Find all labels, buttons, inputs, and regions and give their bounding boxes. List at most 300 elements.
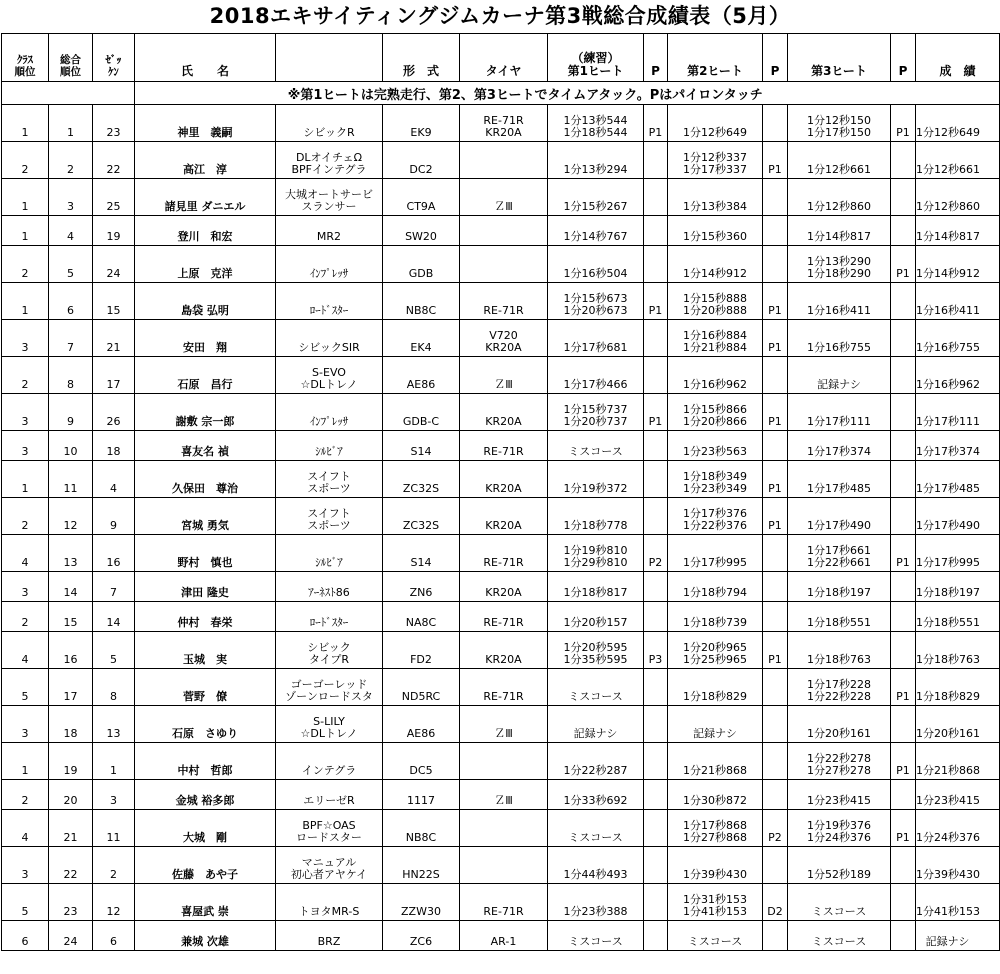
- header-p1: P: [644, 34, 668, 82]
- cell-model: DC2: [383, 142, 460, 179]
- cell-tire: [460, 780, 548, 810]
- cell-heat3-line: 1分18秒290: [807, 267, 871, 280]
- cell-heat2: [668, 461, 763, 498]
- cell-heat1-line: ミスコース: [568, 935, 623, 948]
- cell-overall-rank: 19: [49, 743, 93, 780]
- cell-name: 安田 翔: [135, 320, 276, 357]
- cell-class-rank: 3: [2, 394, 49, 431]
- cell-p3: [891, 632, 916, 669]
- cell-heat3-line: 1分17秒485: [807, 482, 871, 495]
- cell-heat1-line: ミスコース: [568, 445, 623, 458]
- table-row: [2, 743, 1000, 780]
- cell-p2: [763, 780, 788, 810]
- cell-p1: [644, 810, 668, 847]
- cell-overall-rank: 20: [49, 780, 93, 810]
- table-row: [2, 283, 1000, 320]
- cell-result: 1分17秒490: [916, 498, 1000, 535]
- cell-p3: [891, 847, 916, 884]
- table-row: [2, 535, 1000, 572]
- header-class-rank: ｸﾗｽ 順位: [2, 34, 49, 82]
- table-row: [2, 669, 1000, 706]
- cell-model: FD2: [383, 632, 460, 669]
- cell-overall-rank: 17: [49, 669, 93, 706]
- cell-heat3: [788, 431, 891, 461]
- cell-heat1-line: 1分22秒287: [563, 764, 628, 777]
- cell-heat3-line: 1分18秒763: [807, 653, 871, 666]
- cell-class-rank: 2: [2, 780, 49, 810]
- cell-p2: [763, 921, 788, 951]
- cell-tire-line: RE-71R: [483, 905, 524, 918]
- cell-heat1: [548, 431, 644, 461]
- cell-tire-line: KR20A: [485, 519, 522, 532]
- cell-heat1-line: 1分23秒388: [563, 905, 628, 918]
- cell-heat1: [548, 572, 644, 602]
- cell-heat2: [668, 498, 763, 535]
- cell-heat3: [788, 498, 891, 535]
- cell-car-line: ｲﾝﾌﾟﾚｯｻ: [309, 415, 349, 428]
- cell-car: [276, 179, 383, 216]
- cell-heat2: [668, 357, 763, 394]
- cell-p2: [763, 431, 788, 461]
- cell-car-line: シビックSIR: [298, 341, 360, 354]
- note-spacer: [916, 82, 1000, 105]
- cell-heat2: [668, 669, 763, 706]
- header-overall-rank: 総合 順位: [49, 34, 93, 82]
- cell-number: 14: [93, 602, 135, 632]
- cell-heat3-line: 1分16秒411: [807, 304, 871, 317]
- cell-heat1: [548, 246, 644, 283]
- table-row: [2, 572, 1000, 602]
- page-title: 2018エキサイティングジムカーナ第3戦総合成績表（5月）: [209, 4, 791, 28]
- cell-p2: [763, 246, 788, 283]
- cell-car-line: ☆DLトレノ: [300, 378, 358, 391]
- cell-heat3-line: 1分17秒150: [807, 126, 871, 139]
- cell-heat2-line: 記録ナシ: [693, 727, 737, 740]
- cell-car: [276, 246, 383, 283]
- cell-model: NA8C: [383, 602, 460, 632]
- cell-tire-line: ＺⅢ: [494, 794, 513, 807]
- cell-car: [276, 105, 383, 142]
- cell-heat3: [788, 142, 891, 179]
- cell-car-line: ｱｰﾈｽﾄ86: [308, 586, 350, 599]
- cell-heat3-line: 1分17秒228: [807, 678, 871, 691]
- header-heat1: （練習） 第1ヒート: [548, 34, 644, 82]
- cell-model: SW20: [383, 216, 460, 246]
- cell-car: [276, 498, 383, 535]
- cell-heat2-line: 1分12秒649: [683, 126, 747, 139]
- cell-p1: [644, 461, 668, 498]
- cell-number: 12: [93, 884, 135, 921]
- cell-car-line: マニュアル: [301, 856, 357, 869]
- cell-heat1: [548, 780, 644, 810]
- cell-overall-rank: 8: [49, 357, 93, 394]
- cell-heat3: [788, 535, 891, 572]
- cell-heat2: [668, 921, 763, 951]
- cell-heat1: [548, 105, 644, 142]
- cell-p1: [644, 179, 668, 216]
- cell-model: S14: [383, 431, 460, 461]
- cell-heat2: [668, 572, 763, 602]
- cell-heat1-line: 1分19秒810: [563, 544, 628, 557]
- cell-heat1-line: 記録ナシ: [573, 727, 618, 740]
- cell-p2: [763, 847, 788, 884]
- cell-car-line: インテグラ: [301, 764, 357, 777]
- cell-overall-rank: 12: [49, 498, 93, 535]
- table-row: [2, 216, 1000, 246]
- cell-tire-line: RE-71R: [483, 445, 524, 458]
- cell-p3: P1: [891, 105, 916, 142]
- cell-name: 佐藤 あや子: [135, 847, 276, 884]
- table-row: [2, 847, 1000, 884]
- cell-car-line: ﾛｰﾄﾞｽﾀｰ: [309, 616, 349, 629]
- cell-heat2: [668, 246, 763, 283]
- cell-heat3: [788, 921, 891, 951]
- cell-heat2-line: 1分16秒884: [683, 329, 747, 342]
- cell-number: 6: [93, 921, 135, 951]
- cell-number: 19: [93, 216, 135, 246]
- cell-tire: [460, 572, 548, 602]
- table-row: [2, 921, 1000, 951]
- cell-class-rank: 3: [2, 706, 49, 743]
- table-row: [2, 498, 1000, 535]
- cell-p1: [644, 847, 668, 884]
- cell-heat1: [548, 179, 644, 216]
- cell-heat1-line: 1分35秒595: [563, 653, 628, 666]
- cell-heat3: [788, 320, 891, 357]
- cell-result: 1分23秒415: [916, 780, 1000, 810]
- cell-p1: [644, 357, 668, 394]
- cell-class-rank: 6: [2, 921, 49, 951]
- cell-heat2: [668, 179, 763, 216]
- cell-p3: P1: [891, 669, 916, 706]
- cell-p3: [891, 921, 916, 951]
- cell-p3: P1: [891, 246, 916, 283]
- cell-overall-rank: 9: [49, 394, 93, 431]
- note-spacer: [49, 82, 93, 105]
- cell-heat2-line: 1分18秒739: [683, 616, 747, 629]
- cell-tire: [460, 461, 548, 498]
- cell-p2: [763, 669, 788, 706]
- cell-p3: [891, 602, 916, 632]
- cell-car: [276, 357, 383, 394]
- cell-p2: [763, 602, 788, 632]
- cell-p1: [644, 216, 668, 246]
- cell-heat2-line: 1分20秒866: [683, 415, 747, 428]
- cell-number: 23: [93, 105, 135, 142]
- cell-car: [276, 431, 383, 461]
- cell-p3: [891, 179, 916, 216]
- cell-car: [276, 632, 383, 669]
- cell-overall-rank: 6: [49, 283, 93, 320]
- cell-car: [276, 706, 383, 743]
- cell-result: 1分17秒374: [916, 431, 1000, 461]
- cell-tire: [460, 810, 548, 847]
- cell-p2: [763, 743, 788, 780]
- cell-heat2-line: 1分13秒384: [683, 200, 747, 213]
- cell-heat1-line: 1分13秒544: [563, 114, 628, 127]
- cell-tire-line: KR20A: [485, 415, 522, 428]
- cell-model: GDB: [383, 246, 460, 283]
- cell-heat2-line: 1分27秒868: [683, 831, 747, 844]
- cell-overall-rank: 14: [49, 572, 93, 602]
- cell-p1: [644, 602, 668, 632]
- note-spacer: [2, 82, 49, 105]
- cell-car-line: エリーゼR: [303, 794, 355, 807]
- cell-heat2-line: 1分17秒868: [683, 819, 747, 832]
- cell-overall-rank: 3: [49, 179, 93, 216]
- cell-class-rank: 5: [2, 884, 49, 921]
- cell-number: 16: [93, 535, 135, 572]
- cell-p2: P1: [763, 394, 788, 431]
- cell-name: 石原 昌行: [135, 357, 276, 394]
- cell-class-rank: 1: [2, 179, 49, 216]
- cell-tire: [460, 394, 548, 431]
- table-row: [2, 461, 1000, 498]
- cell-heat1-line: 1分29秒810: [563, 556, 628, 569]
- cell-car: [276, 884, 383, 921]
- cell-heat2: [668, 431, 763, 461]
- cell-heat3-line: 1分24秒376: [807, 831, 871, 844]
- cell-p3: [891, 283, 916, 320]
- cell-car: [276, 780, 383, 810]
- cell-heat3-line: 1分23秒415: [807, 794, 871, 807]
- cell-heat2: [668, 142, 763, 179]
- cell-model: ZC32S: [383, 461, 460, 498]
- header-tire: タイヤ: [460, 34, 548, 82]
- cell-p2: P2: [763, 810, 788, 847]
- cell-name: 諸見里 ダニエル: [135, 179, 276, 216]
- cell-heat1-line: 1分17秒681: [563, 341, 628, 354]
- cell-p3: [891, 394, 916, 431]
- cell-car-line: シビックR: [303, 126, 355, 139]
- cell-tire-line: KR20A: [485, 126, 522, 139]
- cell-heat3-line: 1分14秒817: [807, 230, 871, 243]
- cell-heat2: [668, 884, 763, 921]
- table-row: [2, 320, 1000, 357]
- cell-p3: [891, 431, 916, 461]
- cell-heat3-line: 1分22秒661: [807, 556, 871, 569]
- cell-heat2-line: 1分21秒884: [683, 341, 747, 354]
- note-text: ※第1ヒートは完熟走行、第2、第3ヒートでタイムアタック。Pはパイロンタッチ: [135, 82, 916, 105]
- cell-name: 大城 剛: [135, 810, 276, 847]
- cell-car-line: ｲﾝﾌﾟﾚｯｻ: [309, 267, 349, 280]
- cell-tire-line: V720: [489, 329, 518, 342]
- cell-result: 1分16秒411: [916, 283, 1000, 320]
- cell-tire: [460, 602, 548, 632]
- cell-heat3: [788, 847, 891, 884]
- cell-tire-line: RE-71R: [483, 304, 524, 317]
- cell-car-line: BRZ: [317, 935, 341, 948]
- cell-tire: [460, 706, 548, 743]
- cell-number: 26: [93, 394, 135, 431]
- cell-heat2: [668, 283, 763, 320]
- cell-p3: [891, 461, 916, 498]
- cell-p2: [763, 105, 788, 142]
- cell-tire: [460, 142, 548, 179]
- cell-heat3: [788, 283, 891, 320]
- cell-name: 神里 義嗣: [135, 105, 276, 142]
- cell-heat1: [548, 498, 644, 535]
- table-row: [2, 780, 1000, 810]
- cell-heat2-line: 1分20秒965: [683, 641, 747, 654]
- cell-class-rank: 4: [2, 810, 49, 847]
- cell-heat2-line: 1分12秒337: [683, 151, 747, 164]
- table-row: [2, 142, 1000, 179]
- cell-number: 11: [93, 810, 135, 847]
- cell-number: 1: [93, 743, 135, 780]
- cell-p1: [644, 320, 668, 357]
- cell-overall-rank: 23: [49, 884, 93, 921]
- cell-heat2: [668, 810, 763, 847]
- table-row: [2, 246, 1000, 283]
- cell-name: 久保田 尊治: [135, 461, 276, 498]
- cell-heat2-line: 1分17秒376: [683, 507, 747, 520]
- cell-tire: [460, 320, 548, 357]
- cell-heat3: [788, 632, 891, 669]
- cell-name: 菅野 僚: [135, 669, 276, 706]
- cell-heat3: [788, 246, 891, 283]
- cell-heat2-line: 1分39秒430: [683, 868, 747, 881]
- cell-tire: [460, 884, 548, 921]
- cell-car: [276, 535, 383, 572]
- cell-overall-rank: 11: [49, 461, 93, 498]
- cell-class-rank: 3: [2, 431, 49, 461]
- cell-heat3-line: 1分18秒551: [807, 616, 871, 629]
- cell-car-line: ｼﾙﾋﾞｱ: [315, 556, 343, 569]
- cell-heat1-line: 1分15秒673: [563, 292, 628, 305]
- cell-p2: P1: [763, 142, 788, 179]
- header-name: 氏 名: [135, 34, 276, 82]
- cell-heat3-line: 1分19秒376: [807, 819, 871, 832]
- cell-p3: P1: [891, 535, 916, 572]
- cell-result: 1分14秒817: [916, 216, 1000, 246]
- cell-heat2-line: ミスコース: [687, 935, 743, 948]
- cell-car-line: スポーツ: [307, 482, 351, 495]
- cell-class-rank: 2: [2, 357, 49, 394]
- cell-heat3: [788, 216, 891, 246]
- note-spacer: [93, 82, 135, 105]
- cell-model: NB8C: [383, 810, 460, 847]
- cell-name: 中村 哲郎: [135, 743, 276, 780]
- cell-result: 1分12秒860: [916, 179, 1000, 216]
- table-row: [2, 632, 1000, 669]
- cell-heat3-line: 1分12秒860: [807, 200, 871, 213]
- header-row: [2, 34, 1000, 82]
- cell-tire-line: KR20A: [485, 341, 522, 354]
- cell-name: 宮城 勇気: [135, 498, 276, 535]
- cell-car: [276, 320, 383, 357]
- cell-heat1-line: 1分44秒493: [563, 868, 628, 881]
- cell-heat1-line: 1分20秒157: [563, 616, 628, 629]
- cell-class-rank: 3: [2, 847, 49, 884]
- cell-heat3-line: 1分12秒150: [807, 114, 871, 127]
- cell-tire: [460, 105, 548, 142]
- cell-p3: [891, 706, 916, 743]
- cell-tire-line: RE-71R: [483, 690, 524, 703]
- cell-p1: [644, 246, 668, 283]
- cell-heat2-line: 1分18秒794: [683, 586, 747, 599]
- cell-number: 17: [93, 357, 135, 394]
- cell-heat2-line: 1分18秒349: [683, 470, 747, 483]
- cell-heat3: [788, 810, 891, 847]
- cell-class-rank: 1: [2, 283, 49, 320]
- cell-result: 1分17秒485: [916, 461, 1000, 498]
- cell-tire-line: RE-71R: [483, 114, 524, 127]
- cell-overall-rank: 4: [49, 216, 93, 246]
- cell-heat1-line: 1分18秒544: [563, 126, 628, 139]
- cell-model: ZC32S: [383, 498, 460, 535]
- header-model: 形 式: [383, 34, 460, 82]
- cell-heat1-line: 1分16秒504: [563, 267, 628, 280]
- cell-heat3: [788, 780, 891, 810]
- cell-number: 9: [93, 498, 135, 535]
- cell-heat2-line: 1分15秒888: [683, 292, 747, 305]
- cell-heat2: [668, 535, 763, 572]
- cell-heat2-line: 1分15秒360: [683, 230, 747, 243]
- header-p3: P: [891, 34, 916, 82]
- cell-name: 玉城 実: [135, 632, 276, 669]
- cell-heat1: [548, 461, 644, 498]
- cell-overall-rank: 18: [49, 706, 93, 743]
- cell-car: [276, 602, 383, 632]
- cell-heat2: [668, 105, 763, 142]
- cell-heat1: [548, 847, 644, 884]
- header-heat2: 第2ヒート: [668, 34, 763, 82]
- cell-heat1: [548, 357, 644, 394]
- cell-model: ZZW30: [383, 884, 460, 921]
- cell-heat3: [788, 572, 891, 602]
- cell-heat2-line: 1分41秒153: [683, 905, 747, 918]
- cell-p2: [763, 216, 788, 246]
- cell-number: 15: [93, 283, 135, 320]
- cell-tire: [460, 632, 548, 669]
- cell-car-line: MR2: [316, 230, 342, 243]
- cell-tire: [460, 283, 548, 320]
- cell-heat2-line: 1分23秒349: [683, 482, 747, 495]
- cell-result: 1分12秒661: [916, 142, 1000, 179]
- cell-p2: [763, 535, 788, 572]
- cell-number: 7: [93, 572, 135, 602]
- cell-model: ND5RC: [383, 669, 460, 706]
- cell-p1: [644, 142, 668, 179]
- cell-p1: [644, 706, 668, 743]
- cell-heat1-line: ミスコース: [568, 831, 623, 844]
- cell-p1: P1: [644, 394, 668, 431]
- cell-model: NB8C: [383, 283, 460, 320]
- cell-tire-line: AR-1: [490, 935, 517, 948]
- cell-heat2-line: 1分30秒872: [683, 794, 747, 807]
- cell-p2: P1: [763, 632, 788, 669]
- cell-p1: [644, 572, 668, 602]
- cell-number: 22: [93, 142, 135, 179]
- cell-name: 津田 隆史: [135, 572, 276, 602]
- cell-heat2: [668, 394, 763, 431]
- cell-overall-rank: 5: [49, 246, 93, 283]
- cell-heat1-line: 1分15秒737: [563, 403, 628, 416]
- cell-heat1: [548, 706, 644, 743]
- cell-p3: [891, 142, 916, 179]
- cell-model: AE86: [383, 357, 460, 394]
- cell-heat1-line: 1分13秒294: [563, 163, 628, 176]
- cell-heat2: [668, 602, 763, 632]
- cell-overall-rank: 16: [49, 632, 93, 669]
- cell-model: AE86: [383, 706, 460, 743]
- cell-heat3-line: 1分20秒161: [807, 727, 871, 740]
- header-result: 成 績: [916, 34, 1000, 82]
- cell-class-rank: 3: [2, 320, 49, 357]
- cell-p1: P3: [644, 632, 668, 669]
- cell-overall-rank: 10: [49, 431, 93, 461]
